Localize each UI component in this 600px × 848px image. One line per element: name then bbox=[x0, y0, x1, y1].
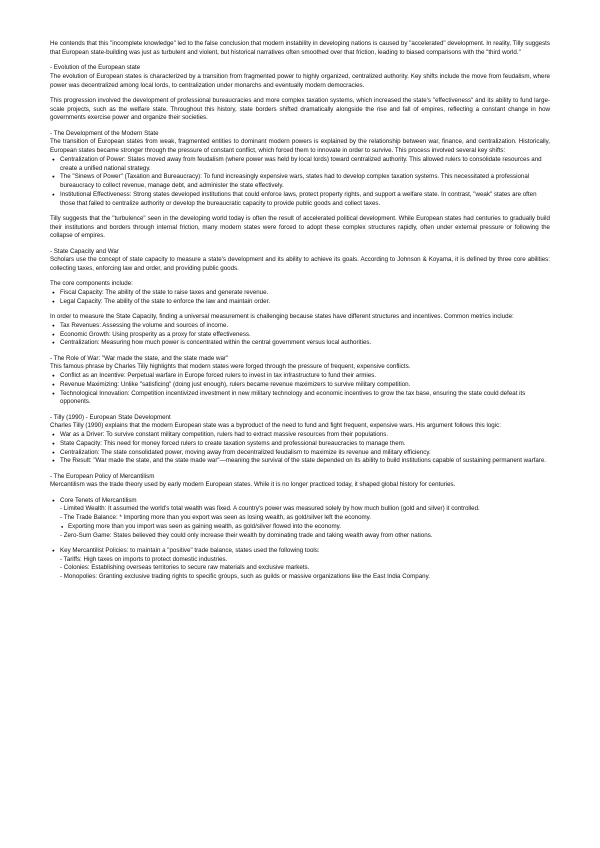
heading-tilly: - Tilly (1990) - European State Development bbox=[50, 413, 171, 421]
core-components-list bbox=[50, 289, 550, 307]
list-item: ● The Result: "War made the state, and the state made war"—meaning the survival of the state depended on its ability to build institutions capable of sustaining permanent warfare. bbox=[50, 457, 550, 466]
mercantilism-paragraph: Mercantilism was the trade theory used by early modern European states. While it is no longer practiced today, it shaped global history for centuries. bbox=[50, 481, 456, 489]
list-item: ● Centralization: Measuring how much power is concentrated within the central government versus local authorities. bbox=[50, 339, 550, 348]
metrics-list bbox=[50, 322, 550, 348]
policy-tariffs: - Tariffs: High taxes on imports to protect domestic industries. bbox=[60, 555, 228, 563]
tenets-list bbox=[50, 497, 550, 506]
state-capacity-paragraph-1: Scholars use the concept of state capacity to measure a state's development and its ability to achieve its goals. According to Johnson & Koyama, it is defined by three core abilities: collecting taxes, enforcing law and order, and providing public goods. bbox=[50, 256, 550, 272]
role-of-war-paragraph: This famous phrase by Charles Tilly highlights that modern states were forged through the pressure of frequent, expensive conflicts. bbox=[50, 363, 411, 371]
heading-state-capacity: - State Capacity and War bbox=[50, 247, 119, 255]
tenet-trade-balance-export: ● Exporting more than you import was seen as gaining wealth, as gold/silver flowed into the economy. bbox=[50, 523, 550, 532]
heading-mercantilism: - The European Policy of Mercantilism bbox=[50, 472, 155, 480]
list-item: ● Economic Growth: Using prosperity as a proxy for state effectiveness. bbox=[50, 331, 550, 340]
list-item: ● Legal Capacity: The ability of the state to enforce the law and maintain order. bbox=[50, 298, 550, 307]
evolution-paragraph-1: The evolution of European states is characterized by a transition from fragmented power to highly organized, centralized authority. Key shifts include the move from feudalism, where power was decentralized among local lords, to centralization under monarchs and eventually modern democracies. bbox=[50, 72, 550, 89]
state-capacity-paragraph-3: In order to measure the State Capacity, finding a universal measurement is challenging because states have different structures and incentives. Common metrics include: bbox=[50, 313, 514, 320]
role-of-war-list bbox=[50, 372, 550, 407]
state-capacity-paragraph-2: The core components include: bbox=[50, 280, 133, 288]
list-item: ● Fiscal Capacity: The ability of the state to raise taxes and generate revenue. bbox=[50, 289, 550, 298]
tenet-trade-balance: - The Trade Balance: * Importing more than you export was seen as losing wealth, as gold/silver left the economy. bbox=[60, 514, 372, 521]
heading-evolution: - Evolution of the European state bbox=[50, 64, 141, 71]
list-item: ● The "Sinews of Power" (Taxation and Bureaucracy): To fund increasingly expensive wars, states had to develop complex taxation systems. This necessitated a professional bureaucracy to collect revenue, manage debt, and administer the state effectively. bbox=[50, 173, 550, 191]
policy-monopolies: - Monopolies: Granting exclusive trading rights to specific groups, such as guilds or massive organizations like the East India Company. bbox=[60, 573, 430, 580]
heading-modern-state: - The Development of the Modern State bbox=[50, 129, 159, 137]
list-item: ● Tax Revenues: Assessing the volume and sources of income. bbox=[50, 322, 550, 331]
list-item: ● Revenue Maximizing: Unlike "satisficing" (doing just enough), rulers became revenue maximizers to survive military competition. bbox=[50, 381, 550, 390]
list-item: ● Conflict as an Incentive: Perpetual warfare in Europe forced rulers to invest in tax infrastructure to fund their armies. bbox=[50, 372, 550, 381]
tilly-paragraph: Charles Tilly (1990) explains that the modern European state was a byproduct of the need to fund and fight frequent, expensive wars. His argument follows this logic: bbox=[50, 422, 501, 430]
tenet-zero-sum: - Zero-Sum Game: States believed they could only increase their wealth by dominating trade and taking wealth away from other nations. bbox=[60, 531, 433, 539]
modern-state-paragraph-2: Tilly suggests that the "turbulence" seen in the developing world today is often the result of accelerated political development. While European states had centuries to gradually build their institutions and borders through internal friction, many modern states were forced to adopt these complex structures rapidly, often under external pressure or following the collapse of empires. bbox=[50, 214, 550, 240]
list-item: ● Centralization of Power: States moved away from feudalism (where power was held by local lords) toward centralized authority. This allowed rulers to consolidate resources and create a unified national strategy. bbox=[50, 156, 550, 174]
list-item: ● Key Mercantilist Policies: to maintain a "positive" trade balance, states used the following tools: bbox=[50, 547, 550, 556]
evolution-paragraph-2: This progression involved the development of professional bureaucracies and more complex taxation systems, which increased the state's "effectiveness" and its ability to fund large-scale projects, such as the welfare state. Throughout this history, state borders shifted dramatically alongside the rise and fall of empires, reflecting a constant change in how governments exercise power and organize their societies. bbox=[50, 96, 550, 122]
list-item: ● Technological Innovation: Competition incentivized investment in new military technology and economic incentives to grow the tax base, ensuring the state could defeat its opponents. bbox=[50, 390, 550, 408]
policy-colonies: - Colonies: Establishing overseas territories to secure raw materials and exclusive markets. bbox=[60, 564, 310, 572]
tilly-list bbox=[50, 431, 550, 466]
heading-role-of-war: - The Role of War: "War made the state, and the state made war" bbox=[50, 354, 229, 362]
list-item: ● Core Tenets of Mercantilism bbox=[50, 497, 550, 506]
list-item: ● State Capacity: This need for money forced rulers to create taxation systems and professional bureaucracies to manage them. bbox=[50, 440, 550, 449]
tenet-limited-wealth: - Limited Wealth: It assumed the world's total wealth was fixed. A country's power was measured solely by how much bullion (gold and silver) it controlled. bbox=[60, 505, 480, 513]
intro-paragraph: He contends that this "incomplete knowledge" led to the false conclusion that modern instability in developing nations is caused by "accelerated" development. In reality, Tilly suggests that European state-building was just as turbulent and violent, but historical narratives often smoothed over that friction, leading to biased comparisons with the "third world." bbox=[50, 40, 550, 56]
list-item: ● War as a Driver: To survive constant military competition, rulers had to extract massive resources from their populations. bbox=[50, 431, 550, 440]
list-item: ● Institutional Effectiveness: Strong states developed institutions that could enforce laws, protect property rights, and support a welfare state. In contrast, "weak" states are often those that failed to centralize authority or develop the bureaucratic capacity to provide public goods and collect taxes. bbox=[50, 191, 550, 209]
list-item: ● Centralization: The state consolidated power, moving away from decentralized feudalism to maximize its revenue and military efficiency. bbox=[50, 449, 550, 458]
modern-state-paragraph-1: The transition of European states from weak, fragmented entities to dominant modern powers is explained by the relationship between war, finance, and centralization. Historically, European states became stronger through the pressure of constant conflict, which forced them to innovate in order to survive. This process involved several key shifts: bbox=[50, 138, 550, 154]
policies-list bbox=[50, 547, 550, 556]
modern-state-bullet-list bbox=[50, 156, 550, 209]
